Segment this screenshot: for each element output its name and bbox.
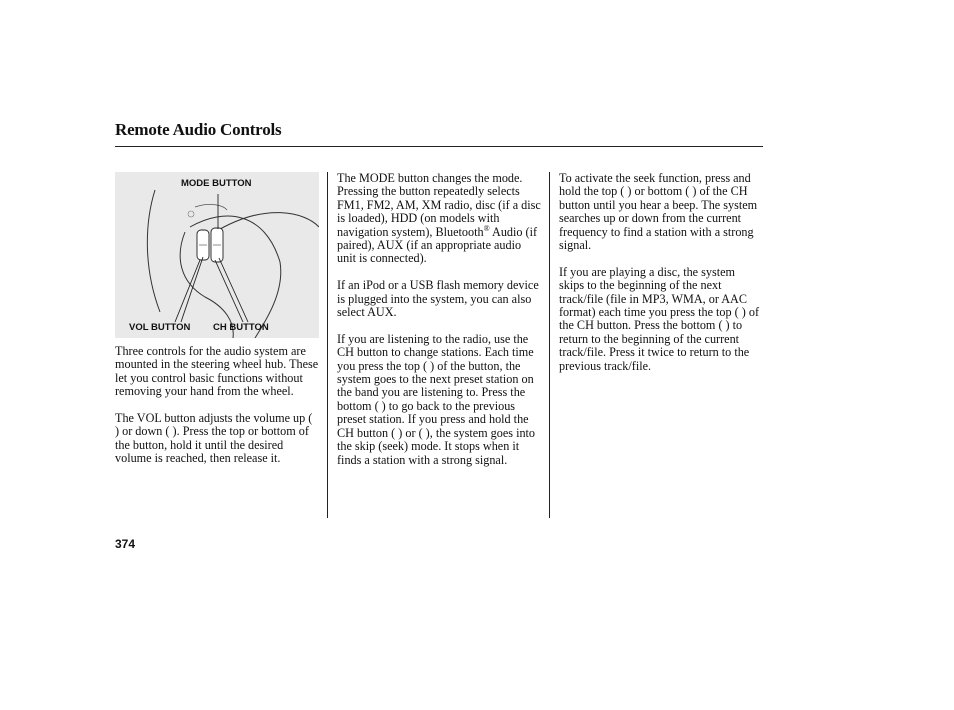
registered-mark: ® bbox=[483, 223, 490, 233]
mode-button-label: MODE BUTTON bbox=[181, 178, 252, 189]
column-3 bbox=[559, 172, 759, 386]
column-1 bbox=[115, 345, 319, 479]
ch-button-label: CH BUTTON bbox=[213, 322, 269, 333]
col2-p1-text-b: Audio (if paired), AUX (if an appropriate audio unit is connected). bbox=[337, 224, 538, 266]
column-divider-2 bbox=[549, 172, 550, 518]
steering-wheel-figure bbox=[115, 172, 319, 338]
page-title: Remote Audio Controls bbox=[115, 120, 282, 139]
column-2 bbox=[337, 172, 541, 480]
col2-paragraph-1 bbox=[337, 172, 541, 266]
page-number: 374 bbox=[115, 537, 136, 551]
title-rule bbox=[115, 146, 763, 147]
col3-paragraph-2: If you are playing a disc, the system skips to the beginning of the next track/file (file in MP3, WMA, or AAC format) each time you press the top ( ) of the CH button. Press the bottom ( ) to return to the beginning of the current track/file. Press it twice to return to the previous track/file. bbox=[559, 264, 760, 373]
col2-paragraph-2: If an iPod or a USB flash memory device is plugged into the system, you can also select AUX. bbox=[337, 278, 539, 320]
col2-paragraph-3: If you are listening to the radio, use the CH button to change stations. Each time you press the top ( ) of the button, the system goes to the next preset station on the band you are listening to. Press the bottom ( ) to go back to the previous preset station. If you press and hold the CH button ( ) or ( ), the system goes into the skip (seek) mode. It stops when it finds a station with a strong signal. bbox=[337, 331, 536, 467]
col3-paragraph-1: To activate the seek function, press and hold the top ( ) or bottom ( ) of the CH button until you hear a beep. The system searches up or down from the current frequency to find a station with a strong signal. bbox=[559, 171, 758, 253]
col1-paragraph-1: Three controls for the audio system are mounted in the steering wheel hub. These let you control basic functions without removing your hand from the wheel. bbox=[115, 344, 319, 399]
col2-p1-text-a: The MODE button changes the mode. Pressing the button repeatedly selects FM1, FM2, AM, XM radio, disc (if a disc is loaded), HDD (on models with navigation system), Bluetooth bbox=[337, 171, 541, 239]
col1-paragraph-2: The VOL button adjusts the volume up ( ) or down ( ). Press the top or bottom of the button, hold it until the desired volume is reached, then release it. bbox=[115, 411, 313, 466]
steering-wheel-illustration bbox=[115, 172, 319, 338]
vol-button-label: VOL BUTTON bbox=[129, 322, 191, 333]
column-divider-1 bbox=[327, 172, 328, 518]
